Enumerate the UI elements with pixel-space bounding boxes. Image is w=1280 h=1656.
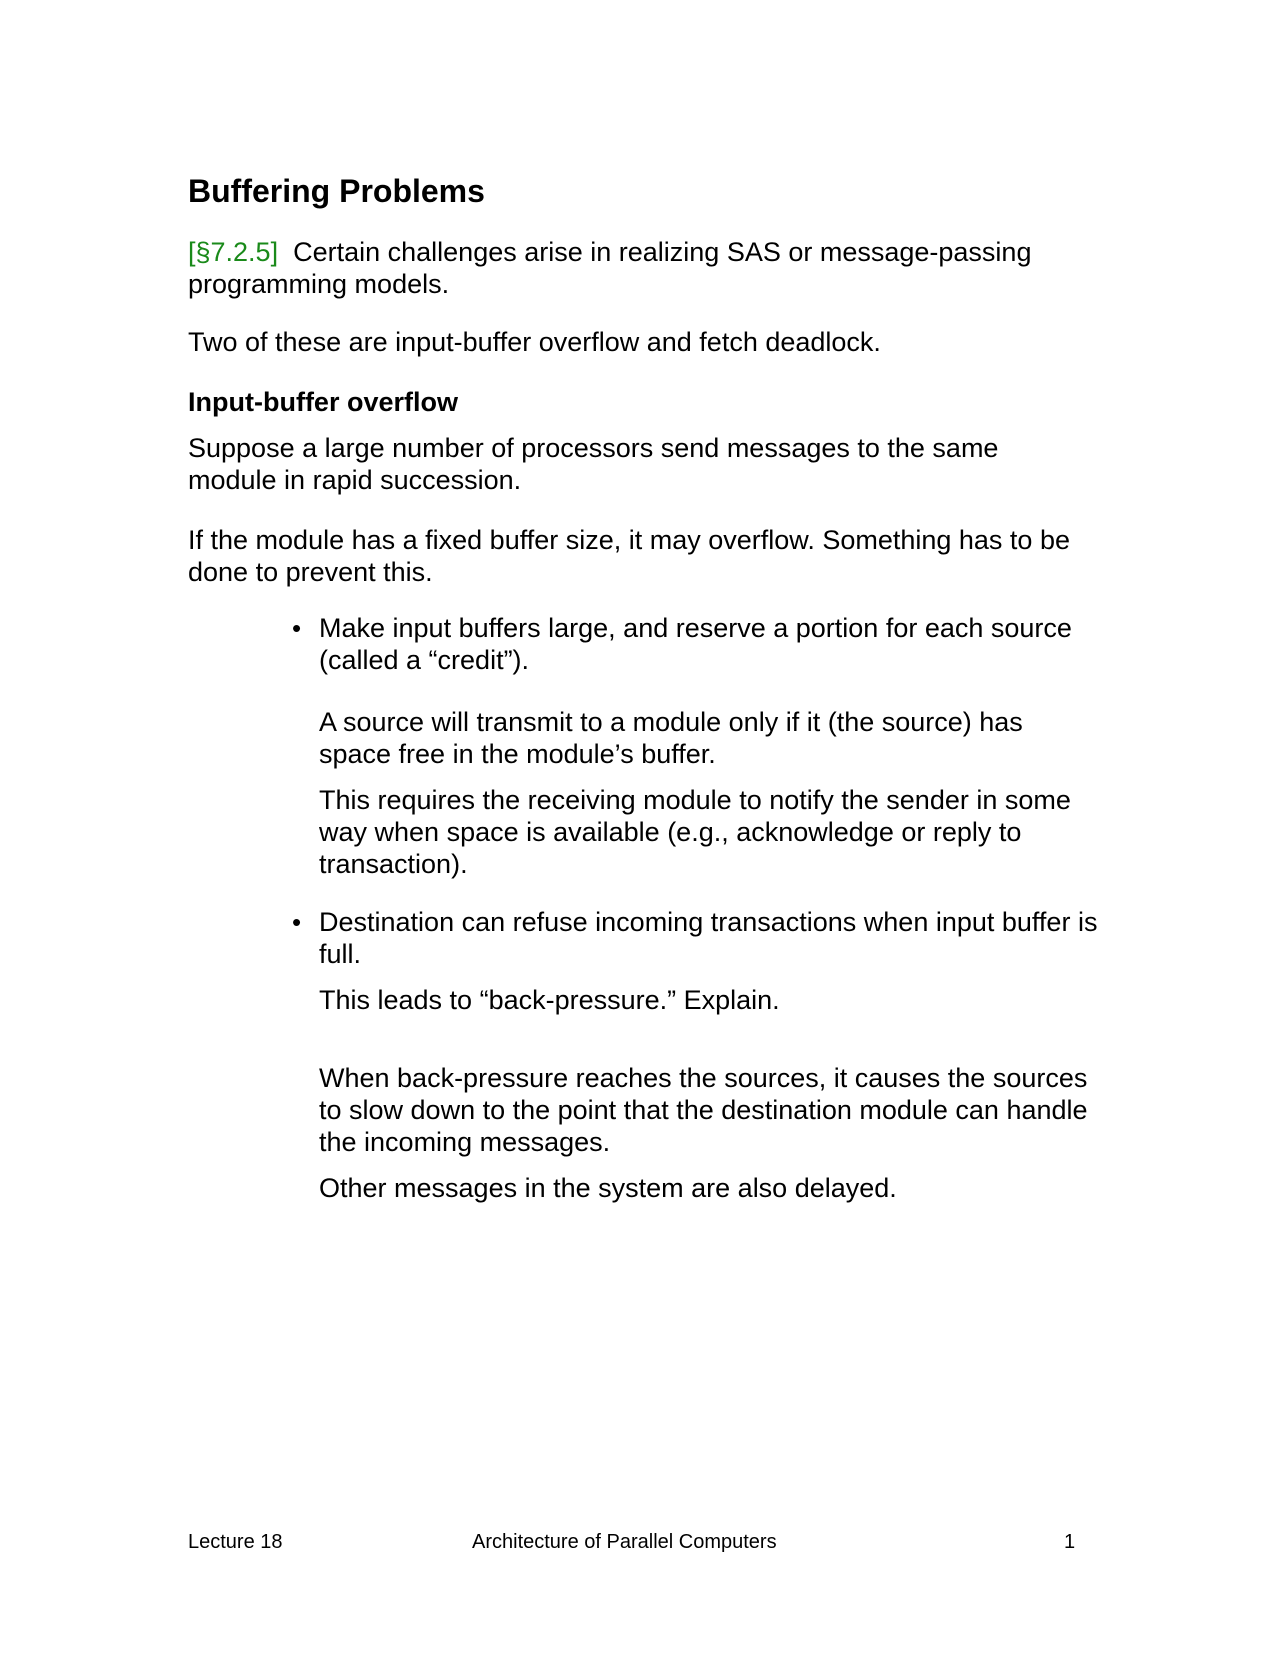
- section-reference: [§7.2.5]: [188, 237, 279, 267]
- bullet-item-refuse: Destination can refuse incoming transactions when input buffer is full.: [319, 907, 1098, 969]
- intro-text: Certain challenges arise in realizing SAS or message-passing programming models.: [188, 237, 1032, 299]
- paragraph-fixed-buffer: If the module has a fixed buffer size, it may overflow. Something has to be done to prevent this.: [188, 525, 1070, 587]
- bullet-subparagraph: Other messages in the system are also delayed.: [319, 1173, 897, 1203]
- paragraph-suppose: Suppose a large number of processors send messages to the same module in rapid succession.: [188, 433, 999, 495]
- footer-course-title: Architecture of Parallel Computers: [472, 1531, 777, 1553]
- bullet-marker: •: [292, 907, 302, 937]
- section-heading: Input-buffer overflow: [188, 387, 458, 417]
- bullet-subparagraph: A source will transmit to a module only if it (the source) has space free in the module’s buffer.: [319, 707, 1023, 769]
- intro-paragraph: [188, 236, 1088, 300]
- page-title: Buffering Problems: [188, 173, 485, 209]
- bullet-marker: •: [292, 613, 302, 643]
- footer-lecture: Lecture 18: [188, 1531, 283, 1553]
- paragraph-two-challenges: Two of these are input-buffer overflow and fetch deadlock.: [188, 327, 881, 357]
- bullet-subparagraph: This leads to “back-pressure.” Explain.: [319, 985, 780, 1015]
- bullet-subparagraph: When back-pressure reaches the sources, it causes the sources to slow down to the point that the destination module can handle the incoming messages.: [319, 1063, 1088, 1157]
- bullet-item-credit: Make input buffers large, and reserve a portion for each source (called a “credit”).: [319, 613, 1072, 675]
- footer-page-number: 1: [1064, 1531, 1076, 1553]
- bullet-subparagraph: This requires the receiving module to notify the sender in some way when space is available (e.g., acknowledge or reply to transaction).: [319, 785, 1071, 879]
